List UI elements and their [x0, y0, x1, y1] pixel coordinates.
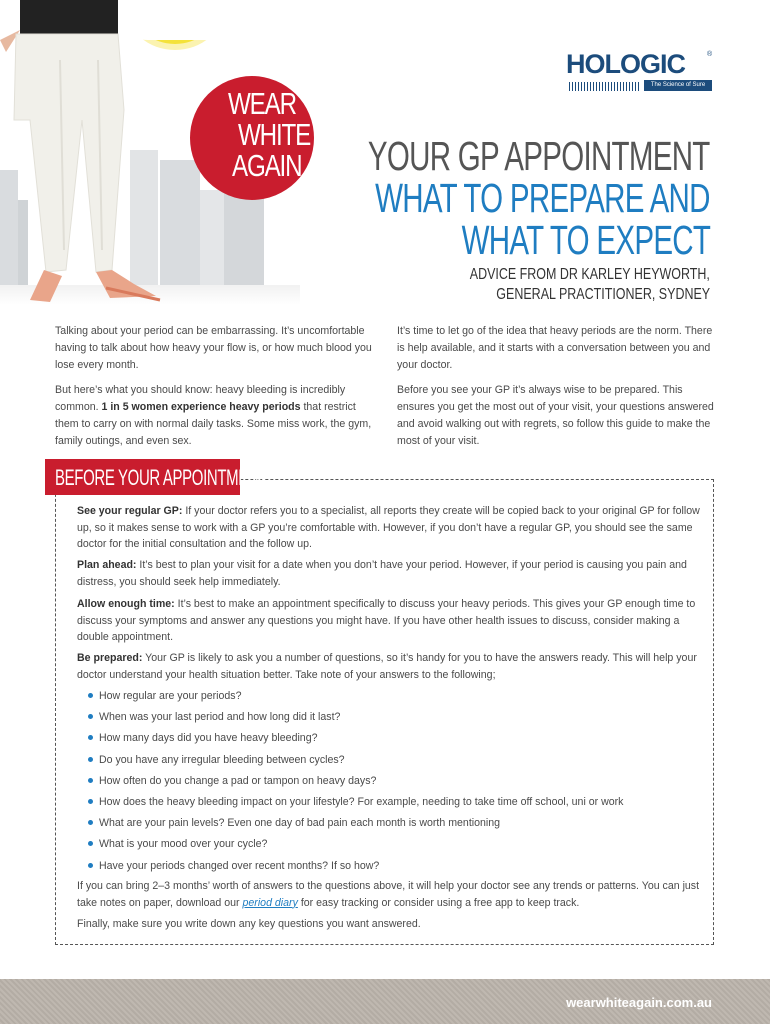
page-subtitle-line-2: WHAT TO EXPECT — [461, 217, 710, 263]
author-line-2: GENERAL PRACTITIONER, SYDNEY — [496, 286, 710, 303]
statistic-highlight: 1 in 5 women experience heavy periods — [101, 401, 301, 413]
intro-left-column — [55, 323, 373, 458]
list-item: What is your mood over your cycle? — [88, 836, 623, 857]
list-item: When was your last period and how long did it last? — [88, 709, 623, 730]
tip-be-prepared: Be prepared: Your GP is likely to ask you a number of questions, so it’s handy for you to have the answers ready. This will help your doctor understand your health situation better. Take note of your answers to the following; — [77, 652, 697, 681]
list-item: Have your periods changed over recent months? If so how? — [88, 858, 623, 879]
page-subtitle-line-1: WHAT TO PREPARE AND — [375, 175, 710, 221]
tracking-paragraph: If you can bring 2–3 months’ worth of answers to the questions above, it will help your doctor see any trends or patterns. You can just take notes on paper, download our period diary for easy tracking or consider using a free app to keep track. — [77, 880, 700, 909]
woman-figure-graphic — [0, 0, 180, 305]
logo-registered-mark: ® — [707, 51, 713, 58]
badge-line-1: WEAR — [228, 86, 296, 121]
badge-line-3: AGAIN — [232, 148, 302, 183]
period-diary-link[interactable]: period diary — [242, 896, 298, 909]
hero-illustration — [0, 0, 380, 320]
wear-white-again-badge — [190, 76, 314, 200]
question-list — [88, 688, 623, 879]
list-item: What are your pain levels? Even one day of bad pain each month is worth mentioning — [88, 815, 623, 836]
hologic-logo — [566, 49, 720, 93]
intro-paragraph: But here’s what you should know: heavy bleeding is incredibly common. 1 in 5 women experience heavy periods that restrict them to carry on with normal daily tasks. Some miss work, the gym, family outings, and even sex. — [55, 384, 372, 447]
intro-paragraph: It’s time to let go of the idea that heavy periods are the norm. There is help available, and it starts with a conversation between you and your doctor. — [397, 325, 713, 371]
tip-allow-time: Allow enough time: It’s best to make an appointment specifically to discuss your heavy periods. This gives your GP enough time to discuss your symptoms and answer any questions you might have. If you have other health issues to discuss, consider making a double appointment. — [77, 598, 696, 643]
list-item: How many days did you have heavy bleeding? — [88, 730, 623, 751]
footer-bar — [0, 979, 770, 1024]
closing-paragraph: Finally, make sure you write down any key questions you want answered. — [77, 918, 421, 930]
badge-line-2: WHITE — [238, 117, 311, 152]
logo-tagline: The Science of Sure — [644, 80, 712, 91]
tip-regular-gp: See your regular GP: If your doctor refers you to a specialist, all reports they create will be copied back to your original GP for follow up, so it makes sense to work with a GP you’re comfortable with. However, if you don’t have a regular GP, you should see the same doctor for the initial consultation and the follow up. — [77, 505, 700, 550]
intro-right-column — [397, 323, 715, 458]
logo-wordmark: HOLOGIC — [566, 49, 685, 79]
intro-paragraph: Before you see your GP it’s always wise to be prepared. This ensures you get the most out of your visit, your questions answered and avoid walking out with regrets, so follow this guide to make the most of your visit. — [397, 384, 714, 447]
list-item: How does the heavy bleeding impact on your lifestyle? For example, needing to take time off school, uni or work — [88, 794, 623, 815]
tip-plan-ahead: Plan ahead: It’s best to plan your visit for a date when you don’t have your period. However, if your period is causing you pain and distress, you should seek help immediately. — [77, 559, 687, 588]
list-item: How often do you change a pad or tampon on heavy days? — [88, 773, 623, 794]
section-title-banner — [45, 459, 268, 495]
intro-paragraph: Talking about your period can be embarrassing. It’s uncomfortable having to talk about how heavy your flow is, or how much blood you lose every month. — [55, 325, 372, 371]
website-url: wearwhiteagain.com.au — [566, 995, 712, 1010]
section-title: BEFORE YOUR APPOINTMENT — [55, 465, 268, 490]
logo-barcode-graphic — [569, 82, 639, 91]
page-title: YOUR GP APPOINTMENT — [368, 133, 710, 179]
list-item: How regular are your periods? — [88, 688, 623, 709]
author-line-1: ADVICE FROM DR KARLEY HEYWORTH, — [469, 266, 710, 283]
list-item: Do you have any irregular bleeding between cycles? — [88, 752, 623, 773]
